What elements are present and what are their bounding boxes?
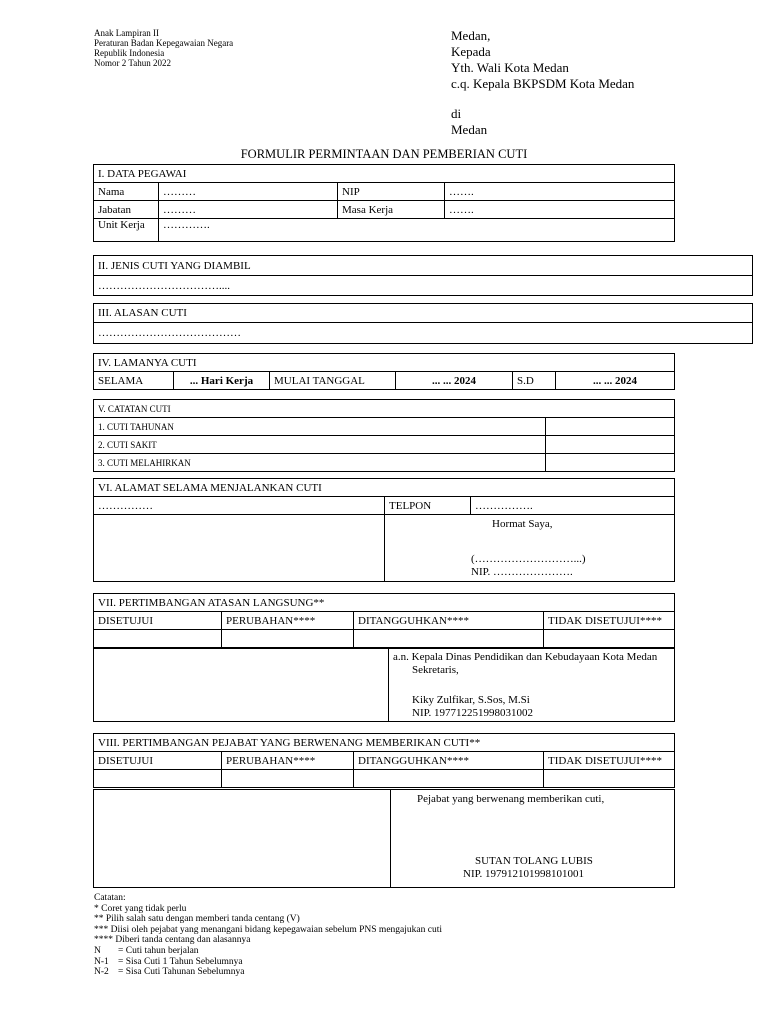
address-line: c.q. Kepala BKPSDM Kota Medan [451,76,635,91]
col-disetujui: DISETUJUI [94,612,222,630]
catatan-value-cell[interactable] [546,418,675,436]
jabatan-label: Jabatan [94,201,159,219]
sd-tanggal-field[interactable]: ... ... 2024 [556,372,675,390]
section-pertimbangan-pejabat-sign [93,789,675,888]
col-perubahan: PERUBAHAN**** [222,752,354,770]
tidak-disetujui-check-cell[interactable] [544,770,675,788]
pejabat-notes-cell[interactable] [94,790,391,888]
signature-cell [385,515,675,582]
section-header: V. CATATAN CUTI [94,400,675,418]
note-value: = Cuti tahun berjalan [118,945,199,956]
hormat-saya: Hormat Saya, [492,518,553,530]
catatan-item: 1. CUTI TAHUNAN [94,418,546,436]
lampiran-line: Peraturan Badan Kepegawaian Negara [94,38,234,48]
nama-field[interactable]: ……… [159,183,338,201]
note-line: ** Pilih salah satu dengan memberi tanda centang (V) [94,914,300,925]
telpon-label: TELPON [385,497,471,515]
section-pertimbangan-atasan-sign [93,648,675,722]
nip-label: NIP [338,183,445,201]
mulai-tanggal-label: MULAI TANGGAL [270,372,396,390]
address-line: Yth. Wali Kota Medan [451,60,569,75]
address-line: Medan, [451,28,491,43]
col-tidak-disetujui: TIDAK DISETUJUI**** [544,612,675,630]
hari-kerja-field[interactable]: ... Hari Kerja [174,372,270,390]
col-perubahan: PERUBAHAN**** [222,612,354,630]
catatan-item: 2. CUTI SAKIT [94,436,546,454]
signer-nip: NIP. …………………. [471,566,573,578]
pejabat-nip: NIP. 197912101998101001 [463,868,585,880]
pejabat-label: Pejabat yang berwenang memberikan cuti, [417,793,605,805]
atasan-name: Kiky Zulfikar, S.Sos, M.Si [412,694,530,706]
address-line: di [451,106,462,121]
section-lamanya-cuti [93,353,675,390]
col-ditangguhkan: DITANGGUHKAN**** [354,752,544,770]
pejabat-signature-cell [391,790,675,888]
col-tidak-disetujui: TIDAK DISETUJUI**** [544,752,675,770]
ditangguhkan-check-cell[interactable] [354,770,544,788]
note-value: = Sisa Cuti 1 Tahun Sebelumnya [118,956,243,967]
perubahan-check-cell[interactable] [222,630,354,648]
form-title: FORMULIR PERMINTAAN DAN PEMBERIAN CUTI [240,147,528,161]
section-header: VII. PERTIMBANGAN ATASAN LANGSUNG** [94,594,675,612]
col-ditangguhkan: DITANGGUHKAN**** [354,612,544,630]
catatan-value-cell[interactable] [546,436,675,454]
jabatan-field[interactable]: ……… [159,201,338,219]
nip-field[interactable]: ……. [445,183,675,201]
section-alamat-cuti [93,478,675,582]
lampiran-line: Nomor 2 Tahun 2022 [94,58,171,68]
masa-kerja-label: Masa Kerja [338,201,445,219]
lampiran-line: Anak Lampiran II [94,28,159,38]
selama-label: SELAMA [94,372,174,390]
section-pertimbangan-pejabat [93,733,675,788]
sd-label: S.D [513,372,556,390]
lampiran-block [94,28,233,68]
section-header: II. JENIS CUTI YANG DIAMBIL [94,256,753,276]
alasan-cuti-field[interactable]: ………………………………… [94,323,753,344]
section-header: I. DATA PEGAWAI [94,165,675,183]
nama-label: Nama [94,183,159,201]
telpon-field[interactable]: ……………. [471,497,675,515]
note-line: *** Diisi oleh pejabat yang menangani bidang kepegawaian sebelum PNS mengajukan cuti [94,924,442,935]
note-key: N-2 [94,967,109,978]
jenis-cuti-field[interactable]: …………………………….... [94,276,753,296]
ditangguhkan-check-cell[interactable] [354,630,544,648]
note-key: N [94,945,101,956]
atasan-nip: NIP. 197712251998031002 [412,707,534,719]
unit-kerja-field[interactable]: …………. [159,219,675,242]
note-line: **** Diberi tanda centang dan alasannya [94,935,251,946]
section-header: III. ALASAN CUTI [94,304,753,323]
catatan-item: 3. CUTI MELAHIRKAN [94,454,546,472]
unit-kerja-label: Unit Kerja [94,219,159,242]
address-block [451,28,634,138]
tidak-disetujui-check-cell[interactable] [544,630,675,648]
section-header: VIII. PERTIMBANGAN PEJABAT YANG BERWENANG MEMBERIKAN CUTI** [94,734,675,752]
masa-kerja-field[interactable]: ……. [445,201,675,219]
alamat-field[interactable]: …………… [94,497,385,515]
lampiran-line: Republik Indonesia [94,48,165,58]
section-catatan-cuti [93,399,675,472]
disetujui-check-cell[interactable] [94,770,222,788]
catatan-value-cell[interactable] [546,454,675,472]
note-line: * Coret yang tidak perlu [94,903,187,914]
pejabat-name: SUTAN TOLANG LUBIS [475,855,593,867]
an-title: Sekretaris, [412,664,459,676]
section-data-pegawai [93,164,675,242]
alamat-extra-cell[interactable] [94,515,385,582]
col-disetujui: DISETUJUI [94,752,222,770]
disetujui-check-cell[interactable] [94,630,222,648]
note-value: = Sisa Cuti Tahunan Sebelumnya [118,967,245,978]
section-header: VI. ALAMAT SELAMA MENJALANKAN CUTI [94,479,675,497]
section-header: IV. LAMANYA CUTI [94,354,675,372]
atasan-signature-cell [389,649,675,722]
section-jenis-cuti [93,255,753,296]
an-line: a.n. Kepala Dinas Pendidikan dan Kebudayaan Kota Medan [393,651,658,663]
section-pertimbangan-atasan [93,593,675,648]
mulai-tanggal-field[interactable]: ... ... 2024 [396,372,513,390]
section-alasan-cuti [93,303,753,344]
notes-title: Catatan: [94,893,126,903]
notes-block [94,893,442,978]
address-line: Medan [451,122,488,137]
note-key: N-1 [94,956,109,967]
atasan-notes-cell[interactable] [94,649,389,722]
perubahan-check-cell[interactable] [222,770,354,788]
signer-name: (………………………...) [471,553,586,565]
address-line: Kepada [451,44,491,59]
